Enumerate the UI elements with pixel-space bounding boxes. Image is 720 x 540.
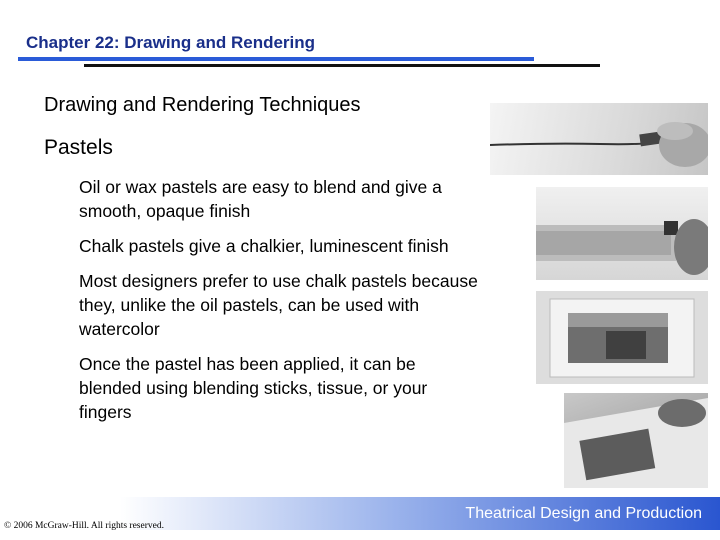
photo-pastel-sketch <box>536 291 708 384</box>
bullet-item: Most designers prefer to use chalk pastels because they, unlike the oil pastels, can be used with watercolor <box>79 271 478 339</box>
bullet-item: Once the pastel has been applied, it can be blended using blending sticks, tissue, or your fingers <box>79 354 428 422</box>
header-rule-blue <box>18 57 534 61</box>
slide-subtitle: Pastels <box>44 136 113 159</box>
header-rule-black <box>84 64 600 67</box>
copyright-notice: © 2006 McGraw-Hill. All rights reserved. <box>4 521 164 531</box>
slide-title: Drawing and Rendering Techniques <box>44 94 361 116</box>
chapter-heading: Chapter 22: Drawing and Rendering <box>26 33 316 52</box>
bullet-item: Chalk pastels give a chalkier, luminescent finish <box>79 236 449 256</box>
photo-chalk-texture <box>536 187 708 280</box>
bullet-item: Oil or wax pastels are easy to blend and give a smooth, opaque finish <box>79 177 442 221</box>
bullet-list <box>79 175 479 435</box>
photo-pastel-stroke <box>490 103 708 175</box>
footer-book-title: Theatrical Design and Production <box>465 505 702 522</box>
photo-blending-hand <box>564 393 708 488</box>
